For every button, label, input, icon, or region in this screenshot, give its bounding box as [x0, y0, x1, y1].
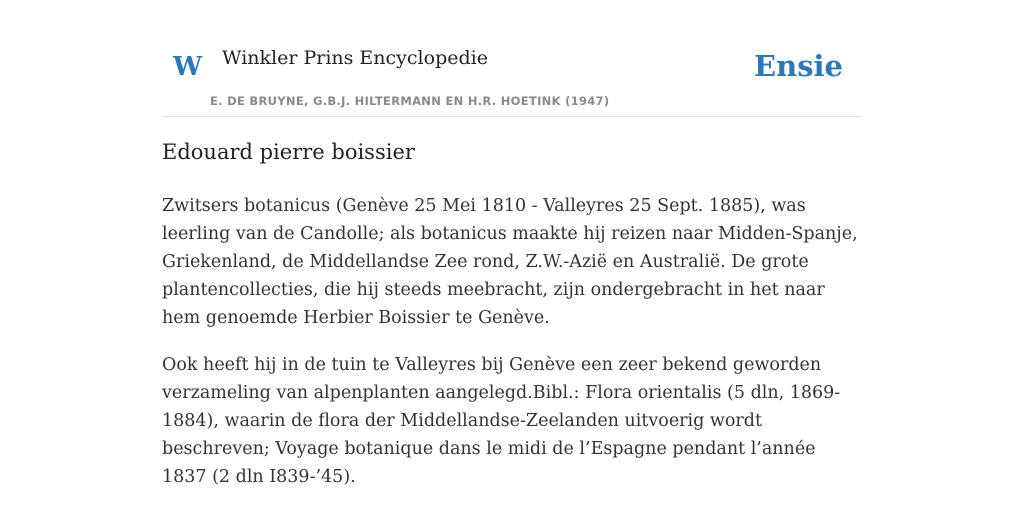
site-title-link[interactable]: Winkler Prins Encyclopedie	[222, 47, 488, 69]
article-paragraph-2: Ook heeft hij in de tuin te Valleyres bij Genève een zeer bekend geworden verzameling van alpenplanten aangelegd.Bibl.: Flora orientalis (5 dln, 1869-1884), waarin de flora der Middellandse-Zeelanden uitvoerig wordt beschreven; Voyage botanique dans le midi de l’Espagne pendant l’année 1837 (2 dln I839-’45).	[162, 355, 841, 487]
page-container	[162, 0, 862, 487]
site-subtitle: E. DE BRUYNE, G.B.J. HILTERMANN EN H.R. HOETINK (1947)	[210, 94, 610, 108]
logo-w-icon[interactable]: W	[173, 52, 203, 82]
article-paragraph-1: Zwitsers botanicus (Genève 25 Mei 1810 - Valleyres 25 Sept. 1885), was leerling van de Candolle; als botanicus maakte hij reizen naar Midden-Spanje, Griekenland, de Middellandse Zee rond, Z.W.-Azië en Australië. De grote plantencollecties, die hij steeds meebracht, zijn ondergebracht in het naar hem genoemde Herbier Boissier te Genève.	[162, 196, 858, 328]
site-header	[162, 0, 862, 117]
article-title: Edouard pierre boissier	[162, 140, 415, 164]
brand-logo-link[interactable]: Ensie	[754, 49, 843, 83]
